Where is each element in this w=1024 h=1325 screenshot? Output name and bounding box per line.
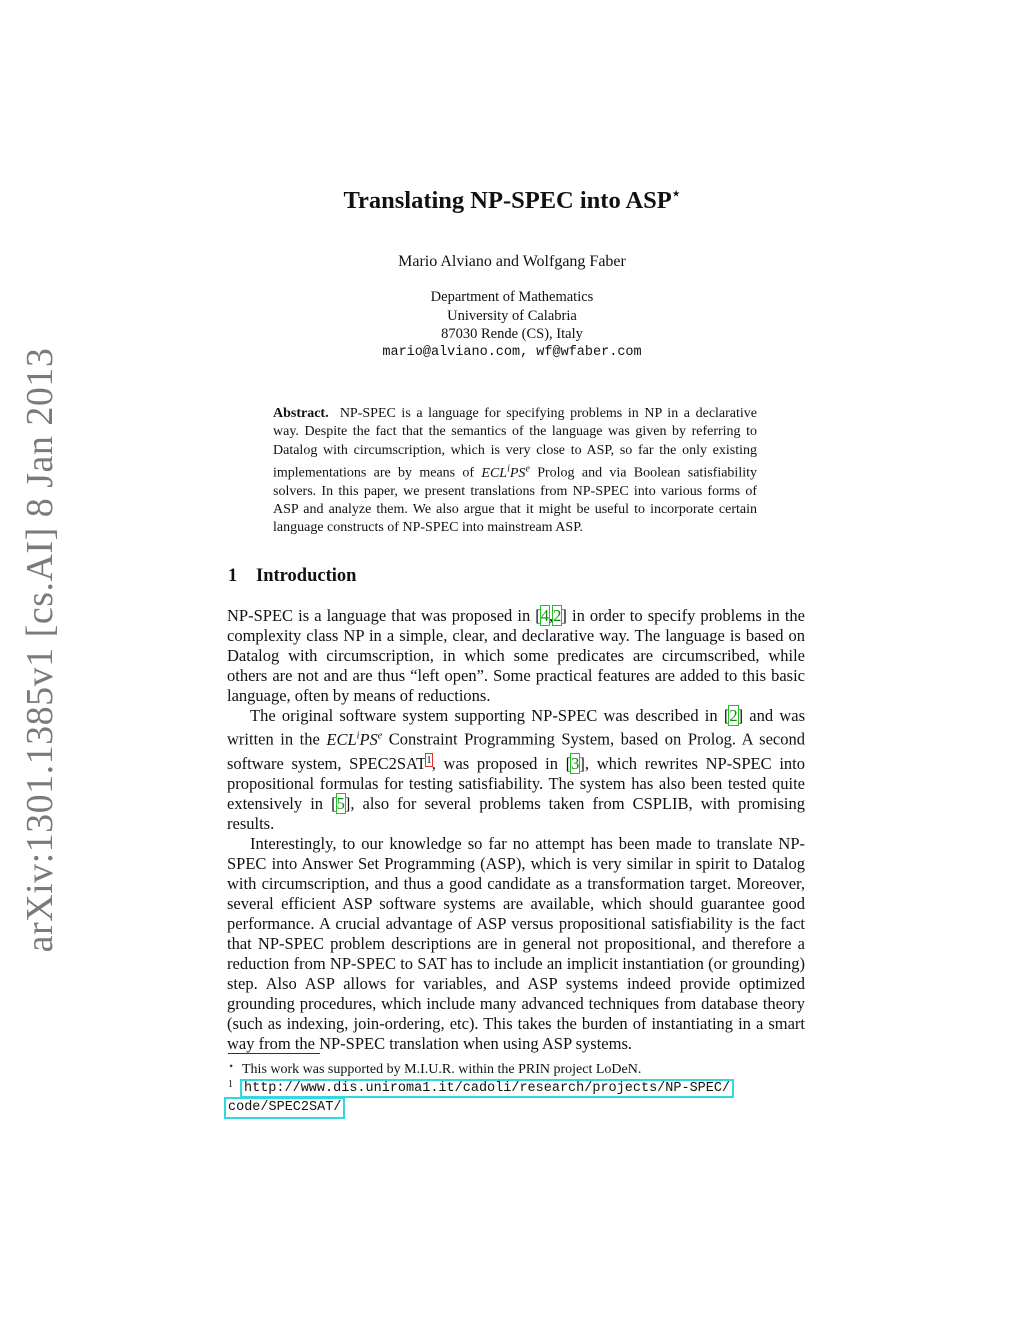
author-list: Mario Alviano and Wolfgang Faber xyxy=(398,253,626,270)
citation-link[interactable]: 3 xyxy=(571,753,580,773)
footnote-rule xyxy=(228,1053,320,1054)
footnote-star-mark: ⋆ xyxy=(228,1061,235,1072)
citation-link[interactable]: 2 xyxy=(553,606,562,625)
paper-title xyxy=(0,186,1024,215)
footnote-1 xyxy=(228,1076,806,1117)
section-title: Introduction xyxy=(256,566,357,586)
paper-title-text: Translating NP-SPEC into ASP xyxy=(343,187,672,214)
arxiv-identifier: arXiv:1301.1385v1 [cs.AI] 8 Jan 2013 xyxy=(19,347,61,953)
author-emails: mario@alviano.com, wf@wfaber.com xyxy=(382,344,642,360)
affiliation-address: 87030 Rende (CS), Italy xyxy=(441,326,583,343)
eclipse-name: $ECL^iPS^e$ xyxy=(326,729,383,749)
paragraph-3: Interestingly, to our knowledge so far no attempt has been made to translate NP-SPEC into Answer Set Programming (ASP), which is very similar in spirit to Datalog with circumscription, and thus a good candidate as a transformation target. Moreover, several efficient ASP software systems are available, which should guarantee good performance. A crucial advantage of ASP versus propositional satisfiability is the fact that NP-SPEC problem descriptions are in general not propositional, and therefore a reduction from NP-SPEC to SAT has to include an implicit instantiation (or grounding) step. Also ASP allows for variables, and ASP systems indeed provide optimized grounding procedures, which include many advanced techniques from database theory (such as indexing, join-ordering, etc). This takes the burden of instantiating in a smart way from the NP-SPEC translation when using ASP systems. xyxy=(227,833,805,1053)
title-footnote-mark: ⋆ xyxy=(671,187,681,202)
paragraph-2: The original software system supporting NP-SPEC was described in [2] and was written in the $ECL^iPS^e$ Constraint Programming System, based on Prolog. A second software system, SPEC2SAT$^1$, was proposed in [3], which rewrites NP-SPEC into propositional formulas for testing satisfiability. The system has also been tested quite extensively in [5], also for several problems taken from CSPLIB, with promising results. xyxy=(227,706,806,833)
affiliation-university: University of Calabria xyxy=(447,307,577,324)
abstract-label: Abstract. xyxy=(273,406,329,421)
affiliation xyxy=(0,288,1024,362)
footnote-link[interactable]: 1 xyxy=(426,753,432,766)
section-number: 1 xyxy=(228,566,238,586)
paragraph-1: NP-SPEC is a language that was proposed in [4,2] in order to specify problems in the complexity class NP in a simple, clear, and declarative way. The language is based on Datalog with circumscription, in which some predicates are circumscribed, while others are not and are thus “left open”. Some practical features are added to this basic language, often by means of reductions. xyxy=(227,606,805,705)
footnote-url-link[interactable] xyxy=(228,1081,732,1115)
citation-link[interactable]: 4 xyxy=(540,606,550,625)
footnote-url-line2[interactable]: code/SPEC2SAT/ xyxy=(228,1100,342,1115)
footnote-url-line1[interactable]: http://www.dis.uniroma1.it/cadoli/research/projects/NP-SPEC/ xyxy=(244,1081,731,1096)
affiliation-department: Department of Mathematics xyxy=(430,289,594,305)
abstract-text-part2: Prolog and via Boolean satisfiability solvers. In this paper, we present translations from NP-SPEC into various forms of ASP and analyze them. We also argue that it might be useful to incorporate certain language constructs of NP-SPEC into mainstream ASP. xyxy=(273,465,757,536)
footnote-star-text: This work was supported by M.I.U.R. within the PRIN project LoDeN. xyxy=(242,1062,642,1077)
citation-link[interactable]: 5 xyxy=(336,793,345,813)
eclipse-name: $ECL^iPS^e$ xyxy=(481,462,530,481)
abstract xyxy=(273,405,757,538)
footnote-1-mark: 1 xyxy=(228,1079,233,1090)
citation-link[interactable]: 2 xyxy=(729,706,738,725)
section-heading xyxy=(228,566,356,587)
section-body xyxy=(227,606,805,1054)
abstract-text-part1: NP-SPEC is a language for specifying problems in NP in a declarative way. Despite the fact that the semantics of the language was given by referring to Datalog with circumscription, which is very close to ASP, so far the only existing implementations are by means of xyxy=(273,406,758,481)
